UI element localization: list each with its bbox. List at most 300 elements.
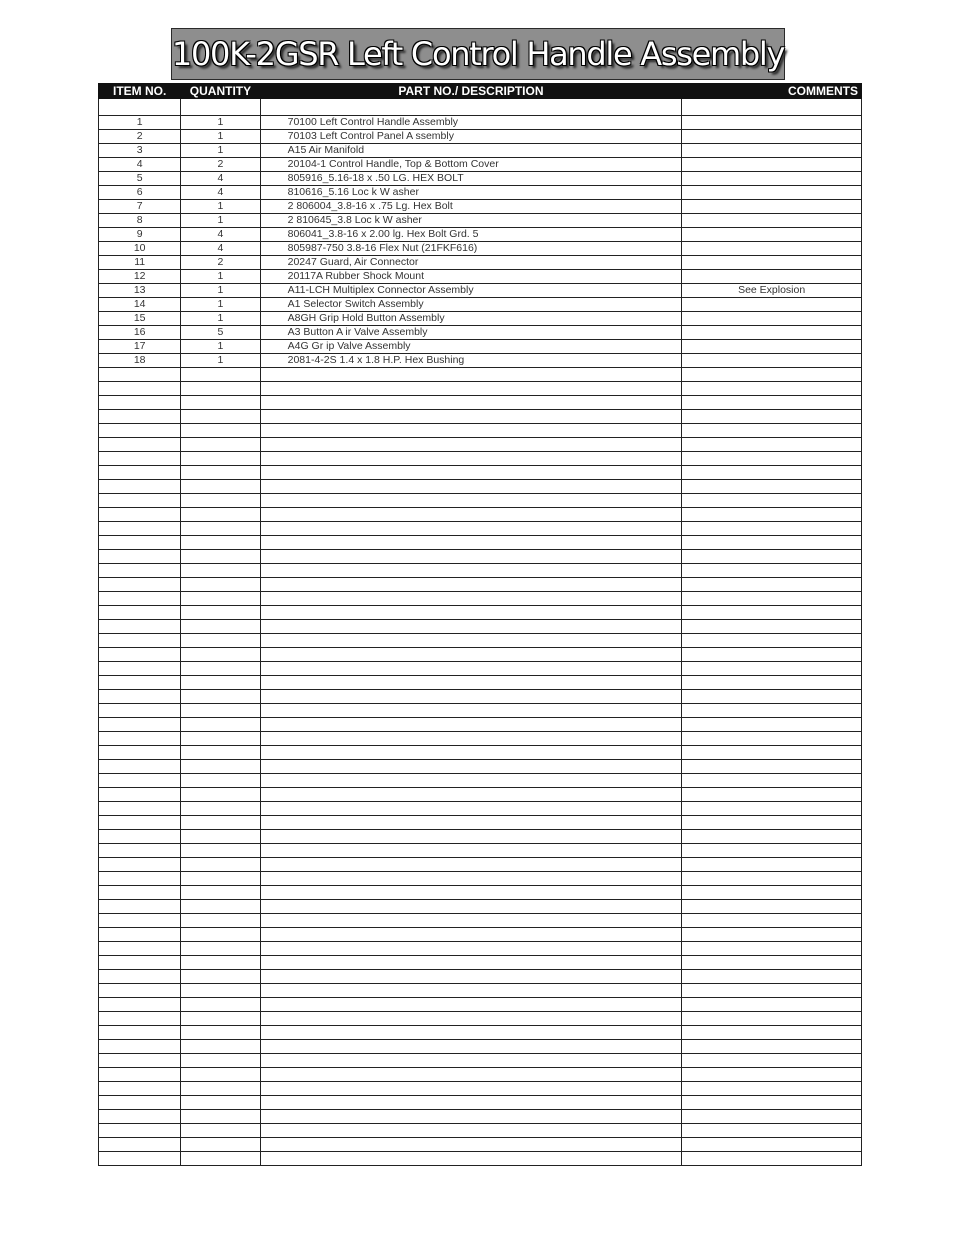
item-no-cell: 5: [99, 172, 181, 186]
table-row: [99, 802, 862, 816]
header-comments: COMMENTS: [682, 83, 862, 99]
description-cell: [260, 970, 682, 984]
description-cell: A15 Air Manifold: [260, 144, 682, 158]
header-quantity: QUANTITY: [181, 83, 260, 99]
comments-cell: [682, 606, 862, 620]
header-description: PART NO./ DESCRIPTION: [260, 83, 682, 99]
quantity-cell: 1: [181, 144, 260, 158]
quantity-cell: [181, 452, 260, 466]
table-row: [99, 1068, 862, 1082]
table-row: [99, 536, 862, 550]
quantity-cell: [181, 718, 260, 732]
description-cell: [260, 774, 682, 788]
table-cell: [260, 99, 682, 116]
table-row: [99, 298, 862, 312]
item-no-cell: [99, 1082, 181, 1096]
comments-cell: [682, 872, 862, 886]
quantity-cell: 4: [181, 186, 260, 200]
table-row: [99, 256, 862, 270]
item-no-cell: [99, 1152, 181, 1166]
item-no-cell: [99, 578, 181, 592]
table-row: [99, 340, 862, 354]
quantity-cell: [181, 802, 260, 816]
table-row: [99, 816, 862, 830]
description-cell: [260, 410, 682, 424]
comments-cell: [682, 690, 862, 704]
item-no-cell: [99, 494, 181, 508]
description-cell: [260, 494, 682, 508]
comments-cell: [682, 956, 862, 970]
quantity-cell: [181, 564, 260, 578]
description-cell: [260, 984, 682, 998]
description-cell: [260, 690, 682, 704]
table-row: [99, 634, 862, 648]
table-row: [99, 438, 862, 452]
comments-cell: [682, 382, 862, 396]
description-cell: [260, 928, 682, 942]
table-row: [99, 382, 862, 396]
item-no-cell: 4: [99, 158, 181, 172]
description-cell: [260, 1082, 682, 1096]
comments-cell: [682, 914, 862, 928]
comments-cell: [682, 970, 862, 984]
quantity-cell: 2: [181, 256, 260, 270]
description-cell: [260, 382, 682, 396]
quantity-cell: 1: [181, 340, 260, 354]
parts-table: [98, 83, 862, 1166]
description-cell: [260, 424, 682, 438]
table-header-row: [99, 83, 862, 99]
quantity-cell: [181, 872, 260, 886]
comments-cell: [682, 704, 862, 718]
quantity-cell: [181, 732, 260, 746]
description-cell: [260, 872, 682, 886]
comments-cell: [682, 172, 862, 186]
comments-cell: [682, 746, 862, 760]
description-cell: [260, 522, 682, 536]
description-cell: [260, 634, 682, 648]
quantity-cell: [181, 592, 260, 606]
table-row: [99, 704, 862, 718]
item-no-cell: [99, 858, 181, 872]
description-cell: 2 810645_3.8 Loc k W asher: [260, 214, 682, 228]
description-cell: [260, 536, 682, 550]
item-no-cell: 17: [99, 340, 181, 354]
table-row: [99, 1054, 862, 1068]
comments-cell: See Explosion: [682, 284, 862, 298]
item-no-cell: 7: [99, 200, 181, 214]
item-no-cell: [99, 508, 181, 522]
item-no-cell: [99, 368, 181, 382]
table-cell: [99, 99, 181, 116]
quantity-cell: 1: [181, 354, 260, 368]
quantity-cell: [181, 830, 260, 844]
table-row: [99, 858, 862, 872]
item-no-cell: [99, 970, 181, 984]
quantity-cell: 1: [181, 270, 260, 284]
table-row: [99, 690, 862, 704]
table-row: [99, 158, 862, 172]
table-row: [99, 242, 862, 256]
quantity-cell: [181, 424, 260, 438]
comments-cell: [682, 998, 862, 1012]
description-cell: 806041_3.8-16 x 2.00 lg. Hex Bolt Grd. 5: [260, 228, 682, 242]
comments-cell: [682, 578, 862, 592]
description-cell: [260, 942, 682, 956]
quantity-cell: 1: [181, 116, 260, 130]
comments-cell: [682, 396, 862, 410]
description-cell: 2 806004_3.8-16 x .75 Lg. Hex Bolt: [260, 200, 682, 214]
item-no-cell: [99, 1040, 181, 1054]
table-row: [99, 424, 862, 438]
table-row: [99, 718, 862, 732]
description-cell: [260, 900, 682, 914]
item-no-cell: [99, 900, 181, 914]
description-cell: A3 Button A ir Valve Assembly: [260, 326, 682, 340]
item-no-cell: [99, 606, 181, 620]
item-no-cell: 12: [99, 270, 181, 284]
comments-cell: [682, 1012, 862, 1026]
quantity-cell: [181, 550, 260, 564]
item-no-cell: [99, 382, 181, 396]
item-no-cell: [99, 1068, 181, 1082]
comments-cell: [682, 508, 862, 522]
comments-cell: [682, 298, 862, 312]
item-no-cell: [99, 1026, 181, 1040]
table-row: [99, 928, 862, 942]
item-no-cell: [99, 424, 181, 438]
item-no-cell: [99, 746, 181, 760]
comments-cell: [682, 228, 862, 242]
quantity-cell: [181, 1124, 260, 1138]
description-cell: 2081-4-2S 1.4 x 1.8 H.P. Hex Bushing: [260, 354, 682, 368]
quantity-cell: [181, 760, 260, 774]
table-row: [99, 760, 862, 774]
quantity-cell: [181, 382, 260, 396]
quantity-cell: [181, 1082, 260, 1096]
table-row: [99, 564, 862, 578]
title-banner: [171, 28, 785, 80]
item-no-cell: 14: [99, 298, 181, 312]
table-row: [99, 942, 862, 956]
table-row: [99, 116, 862, 130]
quantity-cell: [181, 1040, 260, 1054]
comments-cell: [682, 340, 862, 354]
item-no-cell: [99, 942, 181, 956]
description-cell: 70103 Left Control Panel A ssembly: [260, 130, 682, 144]
table-row: [99, 984, 862, 998]
quantity-cell: 4: [181, 242, 260, 256]
item-no-cell: [99, 956, 181, 970]
table-row: [99, 312, 862, 326]
item-no-cell: [99, 564, 181, 578]
quantity-cell: [181, 704, 260, 718]
item-no-cell: [99, 830, 181, 844]
item-no-cell: [99, 550, 181, 564]
description-cell: [260, 592, 682, 606]
comments-cell: [682, 732, 862, 746]
quantity-cell: [181, 956, 260, 970]
item-no-cell: [99, 802, 181, 816]
description-cell: [260, 760, 682, 774]
quantity-cell: [181, 1110, 260, 1124]
quantity-cell: 1: [181, 200, 260, 214]
item-no-cell: 6: [99, 186, 181, 200]
table-row: [99, 746, 862, 760]
quantity-cell: [181, 900, 260, 914]
item-no-cell: 16: [99, 326, 181, 340]
description-cell: [260, 1096, 682, 1110]
comments-cell: [682, 844, 862, 858]
comments-cell: [682, 1068, 862, 1082]
item-no-cell: [99, 648, 181, 662]
comments-cell: [682, 900, 862, 914]
table-row: [99, 1040, 862, 1054]
comments-cell: [682, 326, 862, 340]
table-row: [99, 886, 862, 900]
item-no-cell: [99, 844, 181, 858]
comments-cell: [682, 116, 862, 130]
description-cell: [260, 732, 682, 746]
description-cell: [260, 480, 682, 494]
table-row: [99, 914, 862, 928]
comments-cell: [682, 648, 862, 662]
description-cell: [260, 550, 682, 564]
comments-cell: [682, 830, 862, 844]
table-row: [99, 1152, 862, 1166]
table-row: [99, 326, 862, 340]
comments-cell: [682, 1110, 862, 1124]
quantity-cell: [181, 606, 260, 620]
quantity-cell: [181, 648, 260, 662]
table-row: [99, 214, 862, 228]
quantity-cell: [181, 466, 260, 480]
quantity-cell: 1: [181, 130, 260, 144]
comments-cell: [682, 480, 862, 494]
quantity-cell: [181, 1026, 260, 1040]
item-no-cell: [99, 1012, 181, 1026]
quantity-cell: [181, 1012, 260, 1026]
item-no-cell: [99, 676, 181, 690]
table-row: [99, 452, 862, 466]
item-no-cell: [99, 452, 181, 466]
table-row: [99, 620, 862, 634]
quantity-cell: [181, 480, 260, 494]
comments-cell: [682, 718, 862, 732]
comments-cell: [682, 816, 862, 830]
description-cell: [260, 1026, 682, 1040]
table-row: [99, 1026, 862, 1040]
description-cell: [260, 802, 682, 816]
quantity-cell: 1: [181, 298, 260, 312]
header-item-no: ITEM NO.: [99, 83, 181, 99]
description-cell: [260, 452, 682, 466]
comments-cell: [682, 620, 862, 634]
description-cell: [260, 676, 682, 690]
table-row: [99, 550, 862, 564]
quantity-cell: [181, 858, 260, 872]
table-row: [99, 1012, 862, 1026]
comments-cell: [682, 592, 862, 606]
table-row: [99, 522, 862, 536]
quantity-cell: [181, 984, 260, 998]
quantity-cell: [181, 788, 260, 802]
description-cell: [260, 466, 682, 480]
comments-cell: [682, 1096, 862, 1110]
item-no-cell: [99, 704, 181, 718]
table-row: [99, 676, 862, 690]
item-no-cell: [99, 914, 181, 928]
quantity-cell: 1: [181, 284, 260, 298]
table-row: [99, 1110, 862, 1124]
comments-cell: [682, 1124, 862, 1138]
table-row: [99, 774, 862, 788]
description-cell: [260, 858, 682, 872]
quantity-cell: [181, 1054, 260, 1068]
item-no-cell: [99, 396, 181, 410]
table-row: [99, 200, 862, 214]
comments-cell: [682, 466, 862, 480]
table-row: [99, 466, 862, 480]
description-cell: 70100 Left Control Handle Assembly: [260, 116, 682, 130]
quantity-cell: [181, 774, 260, 788]
item-no-cell: 13: [99, 284, 181, 298]
item-no-cell: 10: [99, 242, 181, 256]
comments-cell: [682, 928, 862, 942]
quantity-cell: [181, 970, 260, 984]
item-no-cell: [99, 690, 181, 704]
item-no-cell: [99, 410, 181, 424]
comments-cell: [682, 144, 862, 158]
item-no-cell: 2: [99, 130, 181, 144]
description-cell: [260, 844, 682, 858]
table-row: [99, 1096, 862, 1110]
comments-cell: [682, 522, 862, 536]
table-row: [99, 606, 862, 620]
quantity-cell: 1: [181, 214, 260, 228]
table-row: [99, 648, 862, 662]
comments-cell: [682, 270, 862, 284]
description-cell: [260, 396, 682, 410]
description-cell: [260, 1068, 682, 1082]
table-row: [99, 410, 862, 424]
comments-cell: [682, 662, 862, 676]
description-cell: [260, 606, 682, 620]
table-row-spacer: [99, 99, 862, 116]
description-cell: [260, 746, 682, 760]
table-row: [99, 1082, 862, 1096]
quantity-cell: [181, 816, 260, 830]
table-row: [99, 270, 862, 284]
item-no-cell: [99, 886, 181, 900]
quantity-cell: 4: [181, 228, 260, 242]
item-no-cell: 1: [99, 116, 181, 130]
description-cell: [260, 578, 682, 592]
quantity-cell: [181, 578, 260, 592]
description-cell: [260, 508, 682, 522]
quantity-cell: [181, 522, 260, 536]
item-no-cell: [99, 1138, 181, 1152]
quantity-cell: [181, 410, 260, 424]
quantity-cell: 4: [181, 172, 260, 186]
table-row: [99, 480, 862, 494]
comments-cell: [682, 634, 862, 648]
quantity-cell: [181, 494, 260, 508]
table-row: [99, 662, 862, 676]
comments-cell: [682, 1082, 862, 1096]
table-cell: [682, 99, 862, 116]
description-cell: [260, 564, 682, 578]
description-cell: [260, 662, 682, 676]
item-no-cell: [99, 732, 181, 746]
quantity-cell: [181, 998, 260, 1012]
table-row: [99, 788, 862, 802]
comments-cell: [682, 1040, 862, 1054]
quantity-cell: [181, 396, 260, 410]
description-cell: [260, 1040, 682, 1054]
description-cell: A4G Gr ip Valve Assembly: [260, 340, 682, 354]
comments-cell: [682, 494, 862, 508]
table-row: [99, 872, 862, 886]
description-cell: 810616_5.16 Loc k W asher: [260, 186, 682, 200]
table-row: [99, 354, 862, 368]
comments-cell: [682, 886, 862, 900]
item-no-cell: 3: [99, 144, 181, 158]
comments-cell: [682, 452, 862, 466]
description-cell: [260, 1110, 682, 1124]
description-cell: [260, 368, 682, 382]
quantity-cell: [181, 914, 260, 928]
item-no-cell: [99, 928, 181, 942]
comments-cell: [682, 130, 862, 144]
quantity-cell: [181, 1068, 260, 1082]
description-cell: [260, 1138, 682, 1152]
item-no-cell: [99, 438, 181, 452]
table-row: [99, 368, 862, 382]
table-row: [99, 998, 862, 1012]
comments-cell: [682, 312, 862, 326]
comments-cell: [682, 760, 862, 774]
table-row: [99, 844, 862, 858]
page-title: 100K-2GSR Left Control Handle Assembly: [171, 35, 785, 73]
comments-cell: [682, 676, 862, 690]
description-cell: [260, 998, 682, 1012]
quantity-cell: [181, 928, 260, 942]
table-row: [99, 900, 862, 914]
item-no-cell: [99, 1110, 181, 1124]
description-cell: [260, 788, 682, 802]
quantity-cell: [181, 662, 260, 676]
quantity-cell: 5: [181, 326, 260, 340]
item-no-cell: [99, 774, 181, 788]
description-cell: [260, 704, 682, 718]
description-cell: [260, 914, 682, 928]
quantity-cell: [181, 676, 260, 690]
description-cell: [260, 648, 682, 662]
comments-cell: [682, 410, 862, 424]
comments-cell: [682, 368, 862, 382]
quantity-cell: [181, 536, 260, 550]
table-row: [99, 508, 862, 522]
table-cell: [181, 99, 260, 116]
description-cell: [260, 1124, 682, 1138]
table-row: [99, 172, 862, 186]
description-cell: 20104-1 Control Handle, Top & Bottom Cover: [260, 158, 682, 172]
comments-cell: [682, 1026, 862, 1040]
item-no-cell: 15: [99, 312, 181, 326]
item-no-cell: [99, 480, 181, 494]
table-row: [99, 186, 862, 200]
